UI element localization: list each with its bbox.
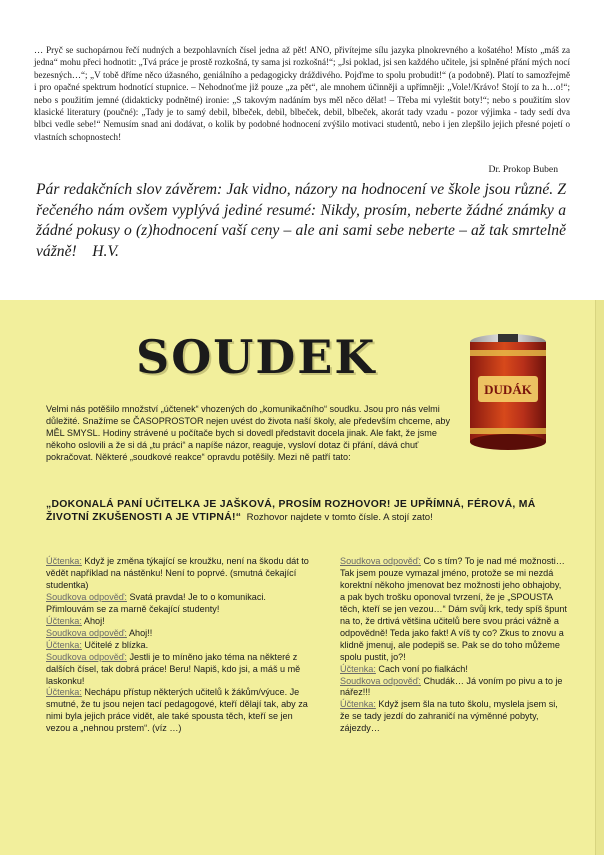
exchange-entry bbox=[46, 592, 316, 616]
featured-quote-rest: Rozhovor najdete v tomto čísle. A stojí zato! bbox=[246, 512, 433, 524]
top-article-section bbox=[0, 0, 604, 300]
exchange-entry bbox=[340, 699, 568, 735]
entry-label: Účtenka: bbox=[46, 556, 82, 566]
entry-label: Soudkova odpověď: bbox=[46, 627, 127, 638]
entry-text: Ahoj!! bbox=[128, 627, 153, 638]
exchange-entry bbox=[46, 652, 316, 688]
beer-keg-image bbox=[462, 332, 554, 452]
exchange-column-right bbox=[340, 556, 568, 735]
exchange-entry bbox=[46, 616, 316, 628]
entry-text: Chudák… Já voním po pivu a to je nářez!!! bbox=[340, 675, 563, 698]
article-paragraph: … Pryč se suchopárnou řečí nudných a bezpohlavních čísel jedna až pět! ANO, přivítejme sílu jazyka plnokrevného a košatého! Místo „máš za jedna“ mohu přeci hodnotit: „Tvá práce je prostě rozkošná, ty sama jsi rozkošná!“; „Jsi poklad, jsi sen každého učitele, jsi splněné přání mých nocí bezesných…“; „V tobě dříme něco úžasného, geniálního a pedagogicky dráždivého. Pojďme to spolu probudit!“ (a podobně). Platí to samozřejmě i pro opačné spektrum hodnotící stupnice. – Nehodnoťme již pouze „za pět“, ale mnohem účinněji a upřímněji: „Vole!/Krávo! Stojí to za h…o!“; nebo s použitím jemné (didakticky podnětné) ironie: „S takovým nadáním bys měl něco dělat! – Třeba mi vyleštit boty!“; nebo s použitím slov klasické literatury (poučné): „Tady je to samý debil, blbeček, debil, blbeček, debil, blbeček, akorát tady vzadu - pozor výjimka - tady sedí dva blbci vedle sebe!“ Nemusím snad ani dodávat, o kolik by podobné hodnocení zvýšilo motivaci studentů, nebo i jen zlepšilo jejich přesné pojetí o vlastních schopnostech! bbox=[34, 45, 570, 142]
editorial-sign: H.V. bbox=[92, 242, 119, 260]
entry-text: Co s tím? To je nad mé možnosti… Tak jsem pouze vymazal jméno, protože se mi nezdá korektní někoho jmenovat bez možnosti jeho obhajoby, a pak bych trošku oponoval tvrzení, že je „SPOUSTA těch, kteří se jen vezou…“ Dám svůj krk, tedy spíš špunt na to, že drtivá většina učitelů bere svou práci vážně a odpovědně! Teda jako fakt! A víš ty co? Zkus to znovu a klidně jmenuj, ale podepiš se. Pak se do toho můžeme spolu pustit, jo?! bbox=[340, 556, 567, 662]
keg-label: DUDÁK bbox=[484, 382, 532, 397]
page-edge bbox=[595, 300, 604, 855]
editorial-note bbox=[36, 180, 566, 262]
featured-quote bbox=[46, 498, 566, 525]
entry-label: Účtenka: bbox=[46, 615, 82, 626]
exchange-entry bbox=[46, 687, 316, 735]
entry-text: Cach voní po fialkách! bbox=[378, 663, 468, 674]
entry-label: Soudkova odpověď: bbox=[340, 556, 421, 566]
exchange-entry bbox=[46, 628, 316, 640]
entry-label: Účtenka: bbox=[46, 687, 82, 698]
entry-text: Když je změna týkající se kroužku, není na škodu dát to vědět například na nástěnku! Není to poprvé. (smutná čekající studentka) bbox=[46, 556, 309, 590]
featured-quote-caps: „DOKONALÁ PANÍ UČITELKA JE JAŠKOVÁ, PROSÍM ROZHOVOR! JE UPŘÍMNÁ, FÉROVÁ, MÁ ŽIVOTNÍ ZKUŠENOSTI A JE VTIPNÁ!“ bbox=[46, 499, 536, 524]
entry-text: Učitelé z blízka. bbox=[84, 639, 149, 650]
entry-text: Nechápu přístup některých učitelů k žákům/výuce. Je smutné, že tu jsou nejen tací pedagogové, kteří dělají tak, aby za nimi byla jejich práce vidět, ale také spousta těch, kteří se jen vezou a „nehnou prstem“. (víz …) bbox=[46, 687, 308, 734]
exchange-entry bbox=[46, 556, 316, 592]
exchange-entry bbox=[340, 556, 568, 664]
exchange-column-left bbox=[46, 556, 316, 735]
author-signature: Dr. Prokop Buben bbox=[488, 164, 558, 175]
entry-label: Účtenka: bbox=[340, 663, 376, 674]
exchange-entry bbox=[340, 664, 568, 676]
entry-text: Jestli je to míněno jako téma na některé z dalších čísel, tak dobrá práce! Beru! Napiš, kdo jsi, a máš u mě laskonku! bbox=[46, 651, 301, 686]
entry-label: Účtenka: bbox=[46, 639, 82, 650]
entry-label: Soudkova odpověď: bbox=[46, 651, 127, 662]
exchange-entry bbox=[340, 676, 568, 700]
editorial-text: Pár redakčních slov závěrem: Jak vidno, názory na hodnocení ve škole jsou různé. Z řečeného nám ovšem vyplývá jediné resumé: Nikdy, prosím, neberte žádné známky a žádné pokusy o (z)hodnocení vaší ceny – ale ani sami sebe neberte – až tak smrtelně vážně! bbox=[36, 181, 566, 260]
entry-label: Soudkova odpověď: bbox=[340, 675, 421, 686]
entry-text: Když jsem šla na tuto školu, myslela jsem si, že se tady jezdí do zahraničí na výměnné pobyty, zájezdy… bbox=[340, 699, 558, 734]
exchange-entry bbox=[46, 640, 316, 652]
entry-text: Ahoj! bbox=[83, 615, 105, 626]
soudek-intro: Velmi nás potěšilo množství „účtenek“ vhozených do „komunikačního“ soudku. Jsou pro nás velmi důležité. Snažíme se ČASOPROSTOR nejen uvést do života naší školy, ale především chceme, aby MĚL SMYSL. Hodiny strávené u počítače bych si dovedl představit docela jinak. Ale fakt, že jsme někoho oslovili a že si dá „tu práci“ a napíše názor, reaguje, vysloví dotaz či přání, dává chuť pokračovat. Některé „soudkové reakce“ opravdu potěšily. Mezi ně patří tato: bbox=[46, 404, 451, 462]
entry-label: Účtenka: bbox=[340, 699, 376, 710]
entry-label: Soudkova odpověď: bbox=[46, 591, 127, 602]
section-title: SOUDEK bbox=[136, 330, 377, 384]
entry-text: Svatá pravda! Je to o komunikaci. Přimlouvám se za marně čekající studenty! bbox=[46, 591, 266, 614]
